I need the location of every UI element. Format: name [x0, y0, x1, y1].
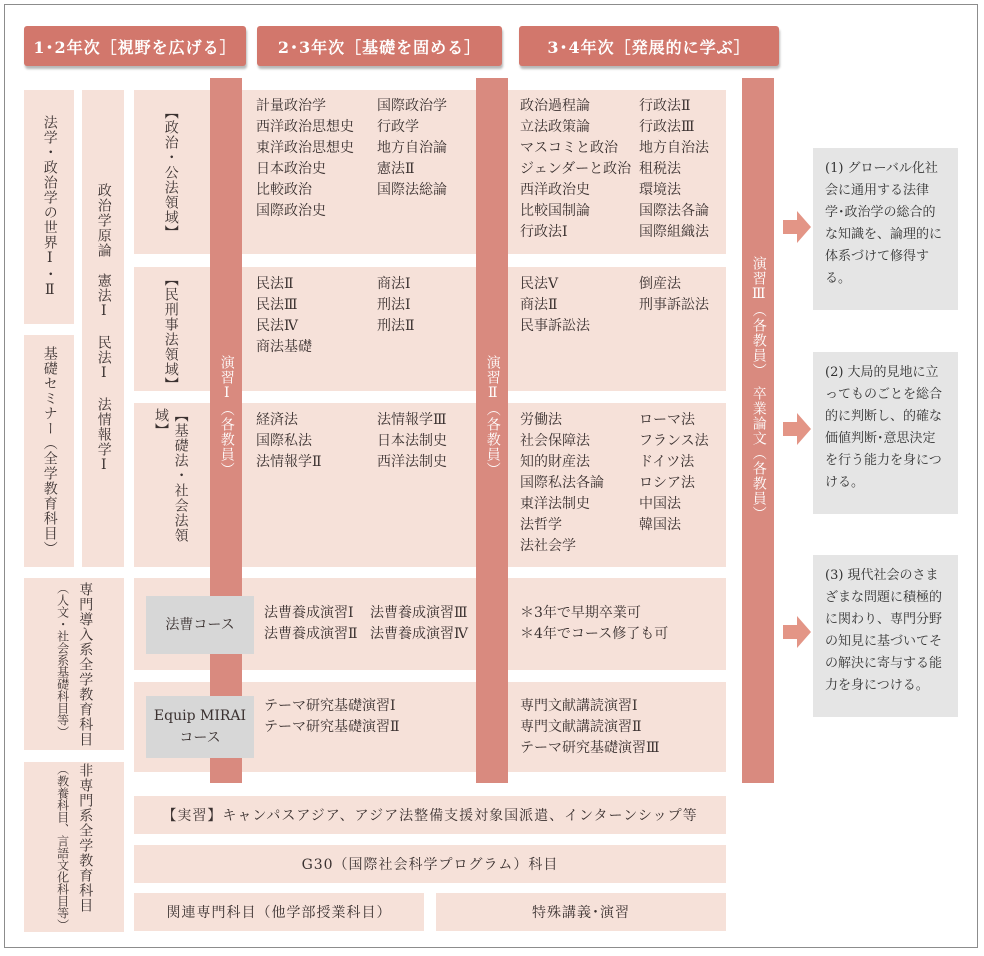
mirai-course-label — [146, 696, 254, 758]
civil-y3-col1 — [520, 274, 590, 337]
course: ローマ法 — [639, 412, 695, 428]
field-civil — [150, 272, 190, 392]
politics-y2-col2 — [377, 96, 447, 201]
course: 租税法 — [639, 161, 681, 177]
course: 国際政治史 — [256, 203, 326, 219]
course: 民事訴訟法 — [520, 318, 590, 334]
mirai-label-line1: Equip MIRAI — [153, 708, 247, 724]
course: 倒産法 — [639, 276, 681, 292]
seminar-label: 基礎セミナー（全学教育科目） — [41, 346, 58, 556]
politics-y3-col2 — [639, 96, 709, 243]
course: 西洋政治思想史 — [256, 119, 354, 135]
course: 法情報学Ⅱ — [256, 454, 322, 470]
course: 憲法Ⅱ — [377, 161, 415, 177]
course: 東洋政治思想史 — [256, 140, 354, 156]
course: 刑法Ⅱ — [377, 318, 415, 334]
basic-y3-col2 — [639, 410, 709, 536]
basic-y2-col1 — [256, 410, 322, 473]
course: 法哲学 — [520, 517, 562, 533]
specialized-intro-note: （人文･社会系基礎科目等） — [55, 581, 70, 738]
non-specialized-note: （教養科目、言語文化科目等） — [55, 763, 70, 931]
course: 行政法Ⅱ — [639, 98, 691, 114]
intro-courses-box — [82, 90, 124, 567]
course: 国際私法 — [256, 433, 312, 449]
arrow-right-icon — [783, 413, 811, 445]
intro-courses-label: 政治学原論 憲法Ⅰ 民法Ⅰ 法情報学Ⅰ — [95, 183, 112, 474]
related-courses: 関連専門科目（他学部授業科目） — [134, 893, 424, 931]
politics-y2-col1 — [256, 96, 354, 222]
field-basic — [150, 408, 190, 562]
seminar-box — [24, 335, 74, 567]
goal-3: (3) 現代社会のさまざまな問題に積極的に関わり、専門分野の知見に基づいてその解決に寄与する能力を身につける。 — [813, 555, 958, 717]
course: 中国法 — [639, 496, 681, 512]
course: 比較政治 — [256, 182, 312, 198]
course: 法曹養成演習Ⅳ — [370, 626, 468, 642]
header-year-2-3: 2･3年次［基礎を固める］ — [257, 26, 502, 66]
course: 日本法制史 — [377, 433, 447, 449]
course: 商法Ⅰ — [377, 276, 411, 292]
course: 国際組織法 — [639, 224, 709, 240]
course: 東洋法制史 — [520, 496, 590, 512]
header-year-3-4: 3･4年次［発展的に学ぶ］ — [519, 26, 779, 66]
hoso-y2-col2 — [370, 603, 468, 645]
practice-bar-3 — [742, 78, 774, 783]
course: 国際法各論 — [639, 203, 709, 219]
course: 地方自治法 — [639, 140, 709, 156]
arrow-right-icon — [783, 616, 811, 648]
course: テーマ研究基礎演習Ⅲ — [520, 740, 660, 756]
course: 法情報学Ⅲ — [377, 412, 447, 428]
course: 専門文献講読演習Ⅱ — [520, 719, 642, 735]
civil-y3-col2 — [639, 274, 709, 316]
course: 民法Ⅴ — [520, 276, 559, 292]
practice-bar-1 — [210, 78, 242, 783]
course: 計量政治学 — [256, 98, 326, 114]
course: 地方自治論 — [377, 140, 447, 156]
course: ドイツ法 — [639, 454, 695, 470]
course: 刑法Ⅰ — [377, 297, 411, 313]
course: 韓国法 — [639, 517, 681, 533]
field-basic-label: 【基礎法･社会法領域】 — [153, 408, 189, 543]
specialized-intro-main: 専門導入系全学教育科目 — [77, 581, 94, 747]
basic-y3-col1 — [520, 410, 604, 557]
mirai-y2 — [264, 696, 400, 738]
course: 社会保障法 — [520, 433, 590, 449]
goal-1: (1) グローバル化社会に通用する法律学･政治学の総合的な知識を、論理的に体系づけて修得する。 — [813, 148, 958, 310]
mirai-y3 — [520, 696, 660, 759]
course: 行政法Ⅲ — [639, 119, 695, 135]
course: 法曹養成演習Ⅲ — [370, 605, 468, 621]
course: 行政学 — [377, 119, 419, 135]
course: 労働法 — [520, 412, 562, 428]
course: 知的財産法 — [520, 454, 590, 470]
civil-y2-col1 — [256, 274, 312, 358]
course: 環境法 — [639, 182, 681, 198]
course: 西洋政治史 — [520, 182, 590, 198]
course: 立法政策論 — [520, 119, 590, 135]
course: 政治過程論 — [520, 98, 590, 114]
hoso-y3-notes — [520, 603, 668, 645]
arrow-right-icon — [783, 211, 811, 243]
note: ＊3年で早期卒業可 — [520, 605, 641, 621]
course: 商法基礎 — [256, 339, 312, 355]
course: 法社会学 — [520, 538, 576, 554]
course: 民法Ⅳ — [256, 318, 298, 334]
note: ＊4年でコース修了も可 — [520, 626, 669, 642]
course: 国際私法各論 — [520, 475, 604, 491]
field-civil-label: 【民刑事法領域】 — [162, 272, 179, 392]
course: 民法Ⅱ — [256, 276, 294, 292]
field-politics — [150, 96, 190, 248]
world-box — [24, 90, 74, 324]
world-label: 法学･政治学の世界Ⅰ･Ⅱ — [41, 115, 58, 299]
politics-y3-col1 — [520, 96, 631, 243]
course: テーマ研究基礎演習Ⅱ — [264, 719, 400, 735]
practice-bar-2-label: 演習Ⅱ（各教員） — [484, 355, 501, 477]
course: 国際法総論 — [377, 182, 447, 198]
course: 法曹養成演習Ⅰ — [264, 605, 354, 621]
course: マスコミと政治 — [520, 140, 618, 156]
field-politics-label: 【政治･公法領域】 — [162, 104, 179, 240]
course: 商法Ⅱ — [520, 297, 558, 313]
basic-y2-col2 — [377, 410, 447, 473]
g30-row: G30（国際社会科学プログラム）科目 — [134, 845, 726, 883]
course: ロシア法 — [639, 475, 695, 491]
course: ジェンダーと政治 — [520, 161, 632, 177]
practice-bar-2 — [476, 78, 508, 783]
course: 経済法 — [256, 412, 298, 428]
course: フランス法 — [639, 433, 709, 449]
course: 日本政治史 — [256, 161, 326, 177]
non-specialized-box — [24, 762, 124, 932]
course: 刑事訴訟法 — [639, 297, 709, 313]
mirai-label-line2: コース — [179, 730, 221, 746]
course: 民法Ⅲ — [256, 297, 298, 313]
course: 法曹養成演習Ⅱ — [264, 626, 358, 642]
specialized-intro-box — [24, 578, 124, 750]
practice-bar-1-label: 演習Ⅰ（各教員） — [218, 355, 235, 477]
practice-bar-3-label: 演習Ⅲ（各教員） 卒業論文（各教員） — [750, 256, 767, 521]
course: 比較国制論 — [520, 203, 590, 219]
course: 行政法Ⅰ — [520, 224, 568, 240]
course: 国際政治学 — [377, 98, 447, 114]
course: 西洋法制史 — [377, 454, 447, 470]
special-lectures: 特殊講義･演習 — [436, 893, 726, 931]
course: テーマ研究基礎演習Ⅰ — [264, 698, 396, 714]
internship-row: 【実習】キャンパスアジア、アジア法整備支援対象国派遣、インターンシップ等 — [134, 796, 726, 834]
goal-2: (2) 大局的見地に立ってものごとを総合的に判断し、的確な価値判断･意思決定を行う能力を身につける。 — [813, 352, 958, 514]
hoso-y2-col1 — [264, 603, 358, 645]
course: 専門文献講読演習Ⅰ — [520, 698, 638, 714]
header-year-1-2: 1･2年次［視野を広げる］ — [24, 26, 246, 66]
hoso-course-label: 法曹コース — [146, 596, 254, 654]
civil-y2-col2 — [377, 274, 415, 337]
non-specialized-main: 非専門系全学教育科目 — [77, 763, 94, 913]
